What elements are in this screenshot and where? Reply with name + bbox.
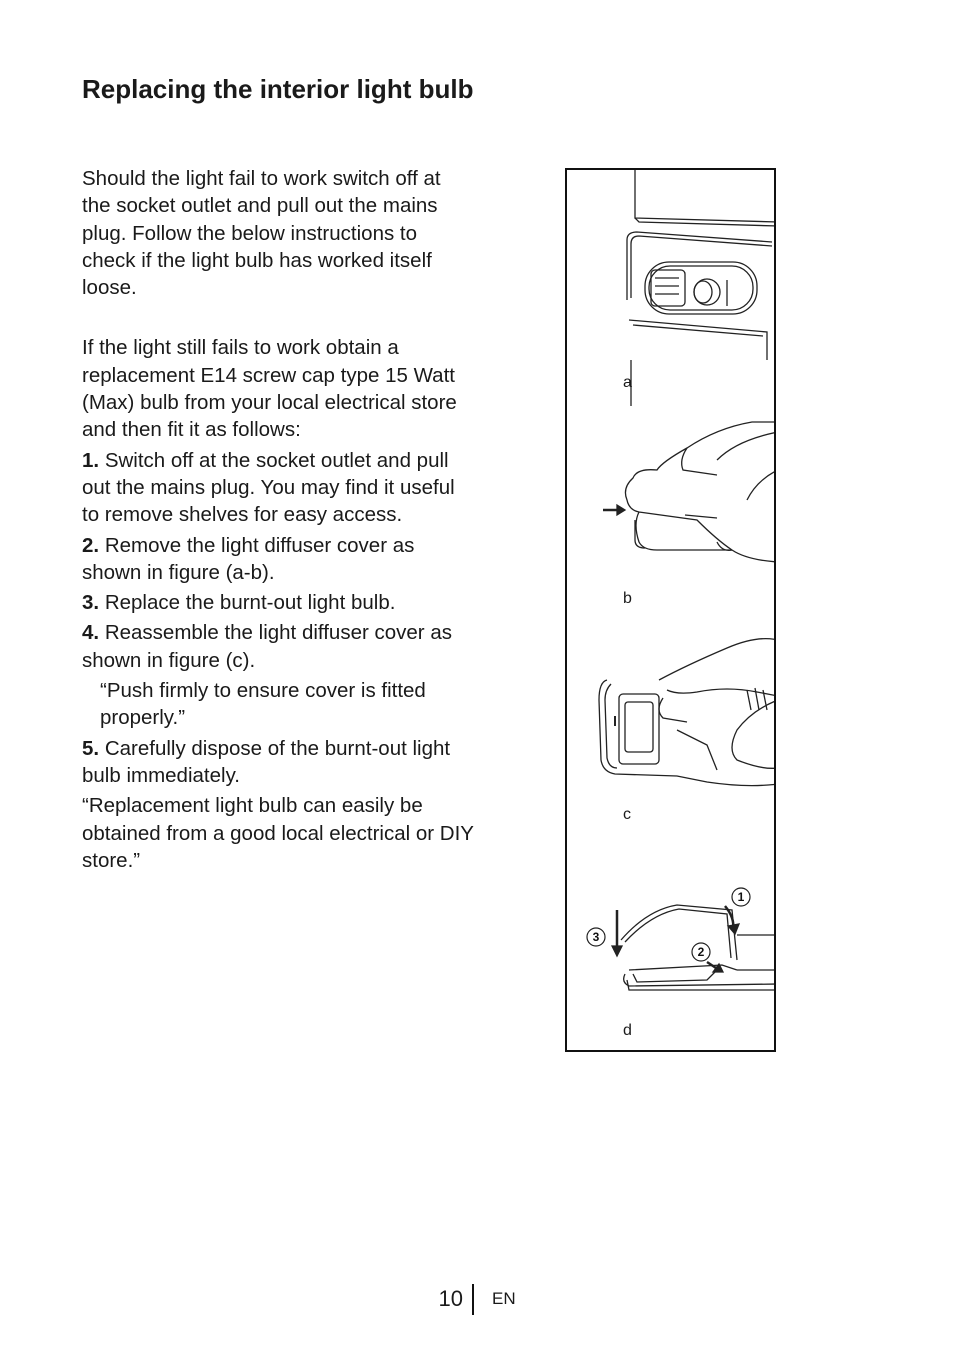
light-housing-drawing [627,170,776,406]
step-number: 2. [82,533,100,557]
intro-paragraph: Should the light fail to work switch off at the socket outlet and pull out the mains plug. Follow the below instructions to check if the light bulb has worked itself loose. [82,167,441,300]
figure-drawings [567,170,776,1052]
figure-label-c: c [623,806,631,823]
figure-label-d: d [623,1022,632,1039]
hand-reassemble-cover-drawing [599,639,776,786]
footer-divider [472,1284,474,1315]
closing-note: “Replacement light bulb can easily be obtained from a good local electrical or DIY store.” [82,794,474,872]
instructions-column [82,165,474,874]
step-text: Reassemble the light diffuser cover as shown in figure (c). [82,621,452,672]
replacement-paragraph: If the light still fails to work obtain a replacement E14 screw cap type 15 Watt (Max) bulb from your local electrical store and then fit it as follows: [82,336,457,442]
step-text: Carefully dispose of the burnt-out light bulb immediately. [82,736,451,787]
callout-3: 3 [592,930,600,944]
push-note: “Push firmly to ensure cover is fitted properly.” [100,679,426,730]
cover-hinge-drawing [587,888,776,990]
page-title: Replacing the interior light bulb [82,74,474,104]
step-number: 4. [82,621,100,645]
step-text: Switch off at the socket outlet and pull out the mains plug. You may find it useful to remove shelves for easy access. [82,448,455,527]
step-text: Replace the burnt-out light bulb. [104,591,396,615]
step-2 [82,532,474,587]
callout-1: 1 [737,890,745,904]
page-footer [0,1284,954,1320]
step-1 [82,447,474,529]
step-text: Remove the light diffuser cover as shown in figure (a-b). [82,533,415,584]
step-number: 5. [82,736,100,760]
language-code: EN [492,1289,516,1308]
step-5 [82,735,474,790]
hand-remove-cover-drawing [603,422,776,562]
figure-label-a: a [623,374,632,391]
step-3 [82,589,474,616]
instruction-figure [565,168,776,1052]
step-number: 3. [82,591,100,615]
page-number: 10 [438,1286,463,1311]
figure-label-b: b [623,590,632,607]
step-4 [82,619,474,674]
step-number: 1. [82,448,100,472]
callout-2: 2 [697,945,705,959]
